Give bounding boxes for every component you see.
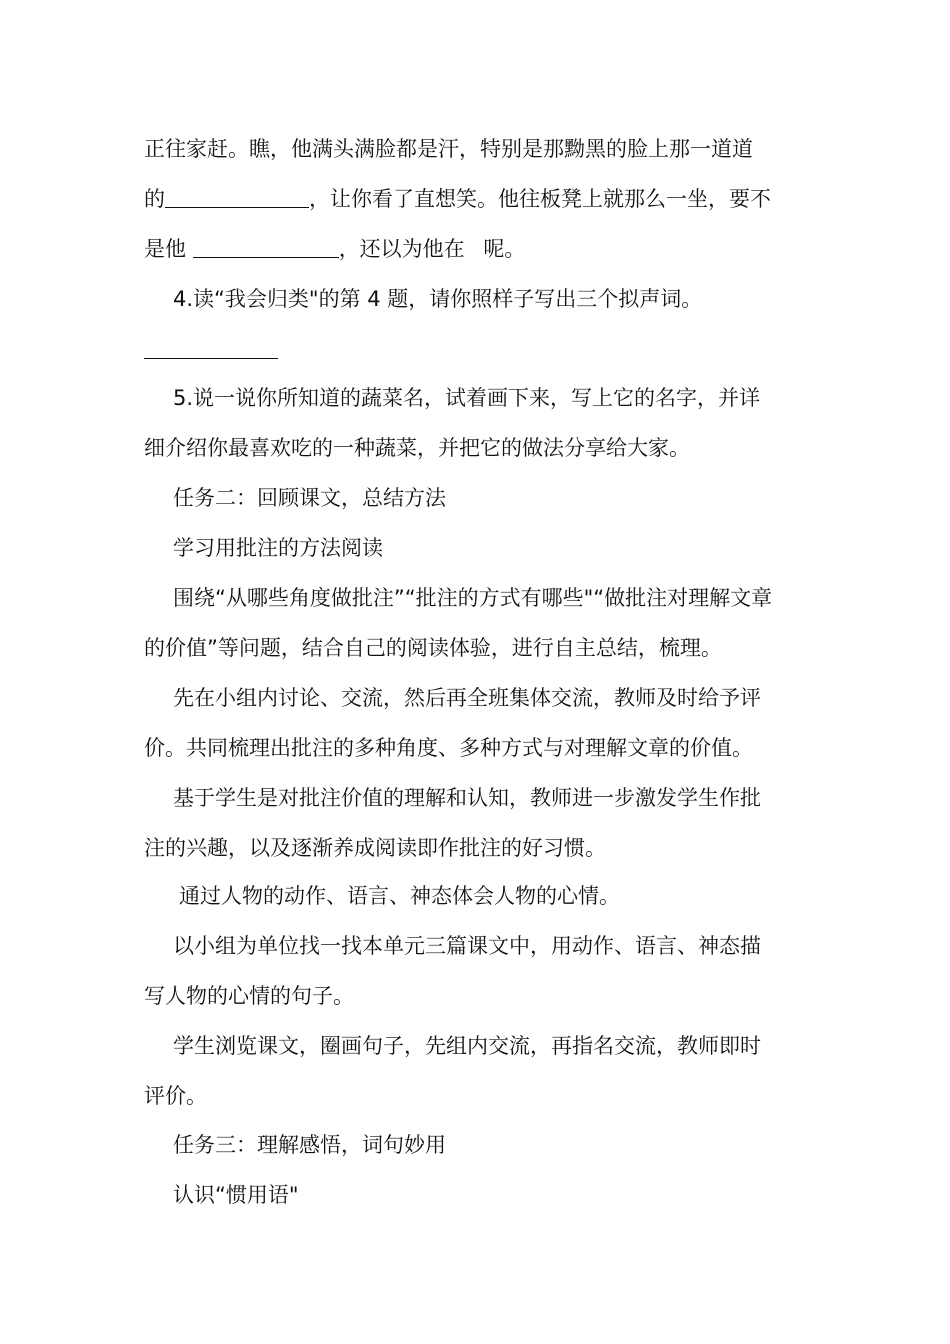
paragraph-line: 学生浏览课文，圈画句子，先组内交流，再指名交流，教师即时 — [173, 1034, 761, 1058]
question-5-line: 5.说一说你所知道的蔬菜名，试着画下来，写上它的名字，并详 — [173, 386, 761, 410]
fill-in-blank — [193, 235, 339, 258]
paragraph-line: 评价。 — [144, 1084, 207, 1108]
paragraph-line: 以小组为单位找一找本单元三篇课文中，用动作、语言、神态描 — [173, 934, 761, 958]
paragraph-line: 正往家赶。瞧，他满头满脸都是汗，特别是那黝黑的脸上那一道道 — [144, 137, 753, 161]
answer-line — [144, 358, 278, 359]
paragraph-line-with-blank — [144, 184, 814, 214]
paragraph-line-with-blank — [144, 234, 814, 264]
question-5-line: 细介绍你最喜欢吃的一种蔬菜，并把它的做法分享给大家。 — [144, 436, 690, 460]
paragraph-line: 围绕“从哪些角度做批注”“批注的方式有哪些"“做批注对理解文章 — [173, 586, 773, 610]
text-segment: ，让你看了直想笑。他往板凳上就那么一坐，要不 — [309, 187, 771, 211]
text-segment: ，还以为他在 — [338, 237, 472, 261]
paragraph-line: 学习用批注的方法阅读 — [173, 536, 383, 560]
paragraph-line: 基于学生是对批注价值的理解和认知，教师进一步激发学生作批 — [173, 786, 761, 810]
text-segment: 的 — [144, 187, 165, 211]
paragraph-line: 认识“惯用语" — [173, 1183, 299, 1207]
task-2-heading: 任务二：回顾课文，总结方法 — [173, 486, 446, 510]
text-segment: 是他 — [144, 237, 193, 261]
question-4: 4.读“我会归类"的第 4 题，请你照样子写出三个拟声词。 — [173, 287, 703, 311]
paragraph-line: 的价值”等问题，结合自己的阅读体验，进行自主总结，梳理。 — [144, 636, 722, 660]
task-3-heading: 任务三：理解感悟，词句妙用 — [173, 1133, 446, 1157]
paragraph-line: 通过人物的动作、语言、神态体会人物的心情。 — [179, 884, 620, 908]
paragraph-line: 写人物的心情的句子。 — [144, 984, 354, 1008]
paragraph-line: 先在小组内讨论、交流，然后再全班集体交流，教师及时给予评 — [173, 686, 761, 710]
paragraph-line: 注的兴趣，以及逐渐养成阅读即作批注的好习惯。 — [144, 836, 606, 860]
paragraph-line: 价。共同梳理出批注的多种角度、多种方式与对理解文章的价值。 — [144, 736, 753, 760]
fill-in-blank — [165, 185, 309, 208]
text-segment: 呢。 — [483, 237, 526, 261]
